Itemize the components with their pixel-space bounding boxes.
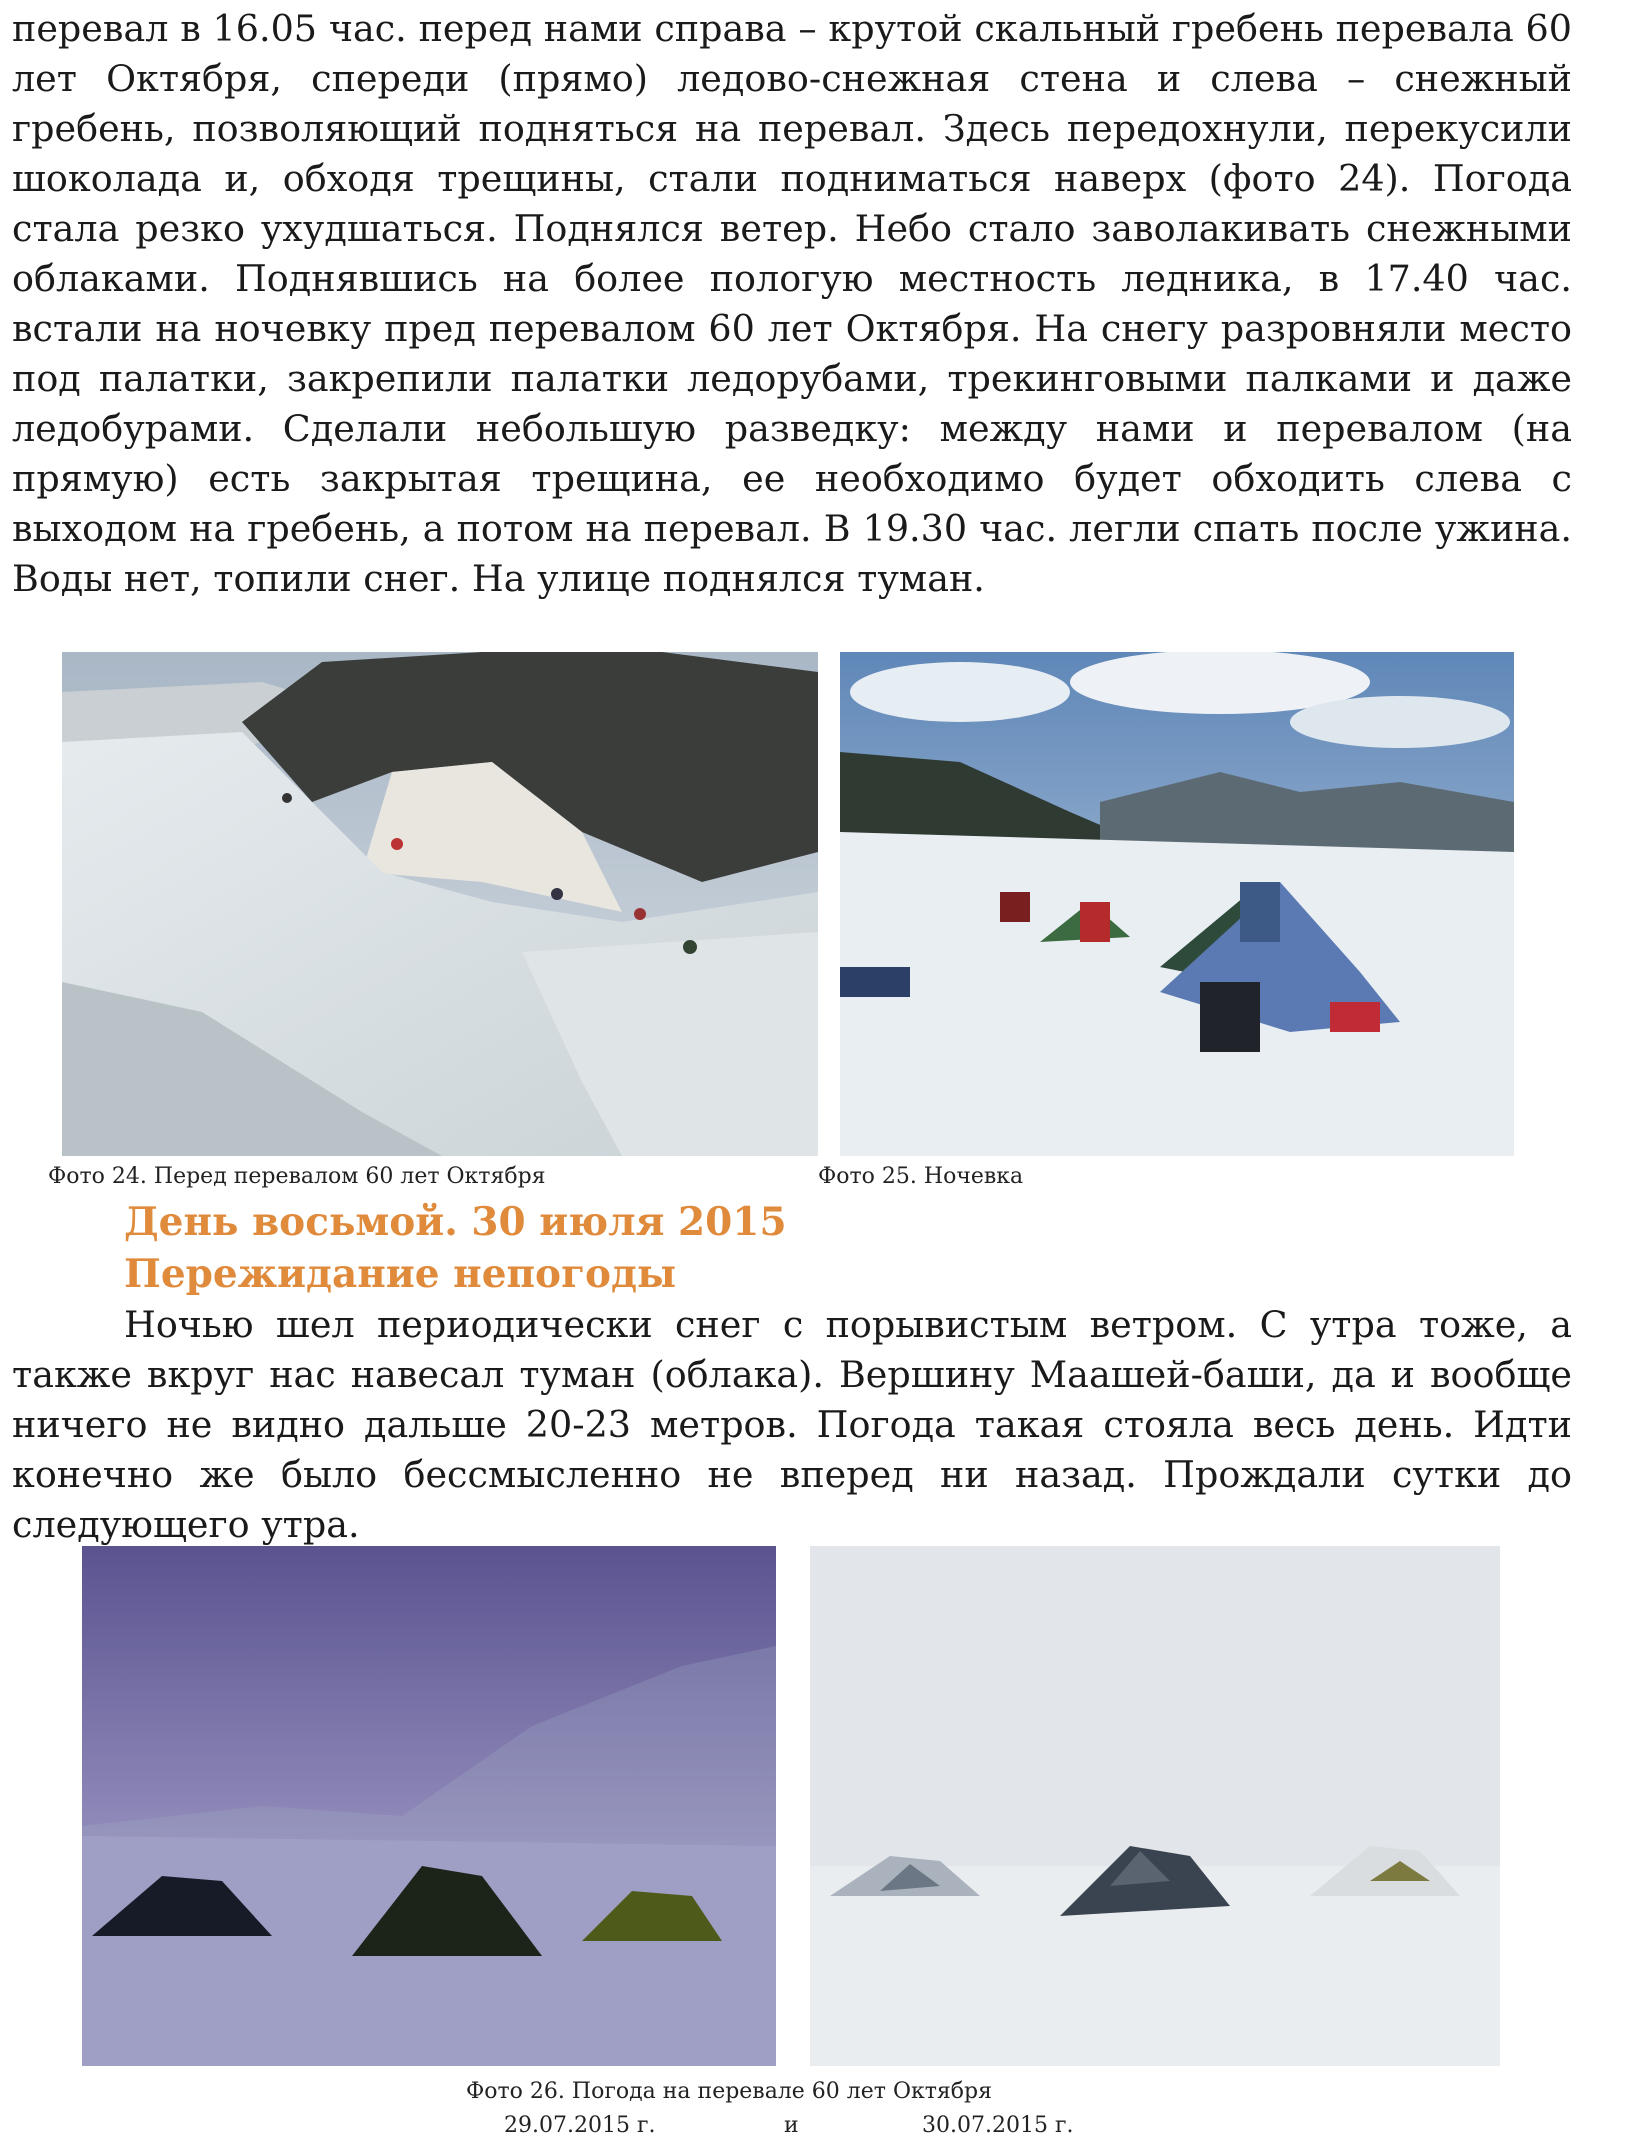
body-paragraph-1: перевал в 16.05 час. перед нами справа – крутой скальный гребень перевала 60 лет Октября, спереди (прямо) ледово-снежная стена и слева – снежный гребень, позволяющий подняться на перевал. Здесь передохнули, перекусили шоколада и, обходя трещины, стали подниматься наверх (фото 24). Погода стала резко ухудшаться. Поднялся ветер. Небо стало заволакивать снежными облаками. Поднявшись на более пологую местность ледника, в 17.40 час. встали на ночевку пред перевалом 60 лет Октября. На снегу разровняли место под палатки, закрепили палатки ледорубами, трекинговыми палками и даже ледобурами. Сделали небольшую разведку: между нами и перевалом (на прямую) есть закрытая трещина, ее необходимо будет обходить слева с выходом на гребень, а потом на перевал. В 19.30 час. легли спать после ужина. Воды нет, топили снег. На улице поднялся туман.	[12, 7, 1572, 600]
caption-photo-24: Фото 24. Перед перевалом 60 лет Октября	[48, 1164, 546, 1189]
caption-photo-26: Фото 26. Погода на перевале 60 лет Октября	[466, 2079, 992, 2104]
caption-date-left: 29.07.2015 г.	[504, 2113, 656, 2138]
photo-26-fog-tents	[810, 1546, 1500, 2066]
body-paragraph-2: Ночью шел периодически снег с порывистым ветром. С утра тоже, а также вкруг нас навесал туман (облака). Вершину Маашей-баши, да и вообще ничего не видно дальше 20-23 метров. Погода такая стояла весь день. Идти конечно же было бессмысленно не вперед ни назад. Прождали сутки до следующего утра.	[12, 1303, 1572, 1546]
section-title: Пережидание непогоды	[124, 1251, 677, 1297]
photo-26-evening-tents	[82, 1546, 776, 2066]
day-heading: День восьмой. 30 июля 2015	[124, 1199, 787, 1245]
photo-24-glacier-climb	[62, 652, 818, 1156]
caption-date-right: 30.07.2015 г.	[922, 2113, 1074, 2138]
photo-25-camp	[840, 652, 1514, 1156]
caption-photo-25: Фото 25. Ночевка	[818, 1164, 1024, 1189]
caption-conjunction: и	[784, 2113, 799, 2138]
